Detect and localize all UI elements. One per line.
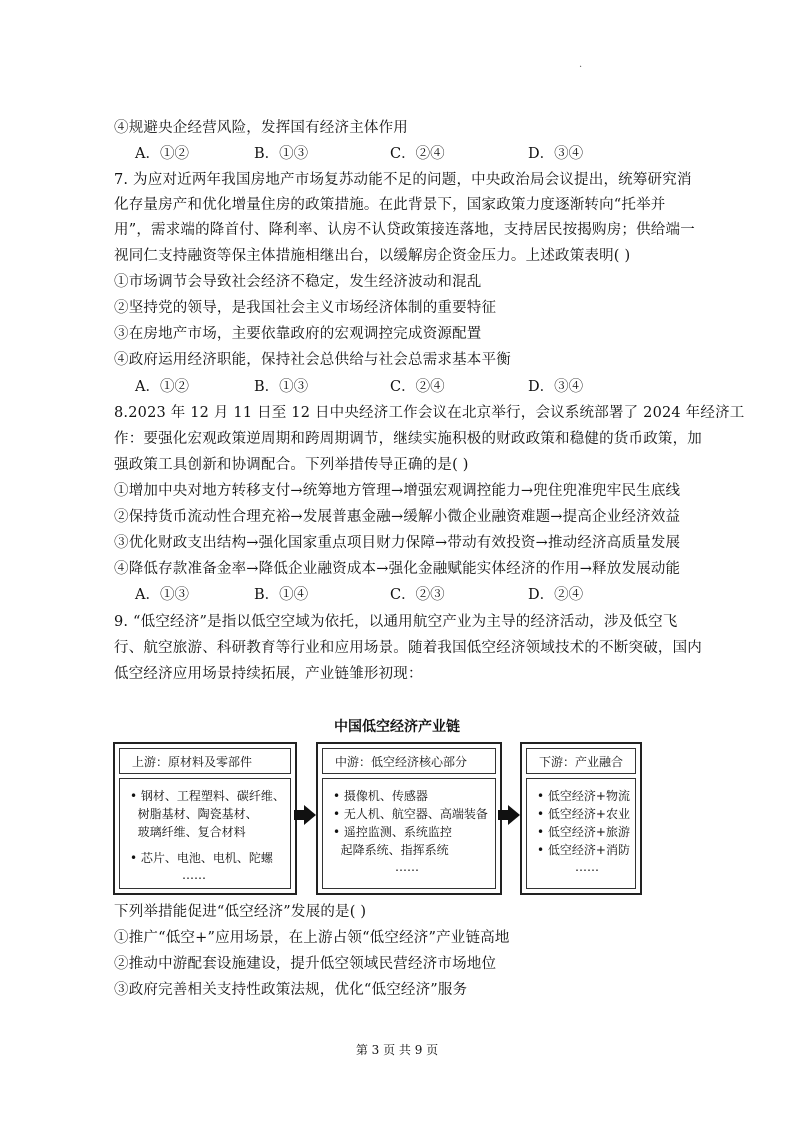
upstream-box <box>113 742 297 895</box>
midstream-head: 中游：低空经济核心部分 <box>322 748 496 774</box>
downstream-item: • 低空经济+消防 <box>537 843 630 857</box>
q9-option-1: ①推广“低空+”应用场景，在上游占领“低空经济”产业链高地 <box>114 930 510 946</box>
midstream-box <box>316 742 502 895</box>
q9-option-2: ②推动中游配套设施建设，提升低空领域民营经济市场地位 <box>114 956 497 972</box>
upstream-item: • 芯片、电池、电机、陀螺 <box>130 851 273 865</box>
q7-option-3: ③在房地产市场，主要依靠政府的宏观调控完成资源配置 <box>114 326 482 342</box>
midstream-item: 起降系统、指挥系统 <box>333 843 449 857</box>
q8-stem-line: 8.2023 年 12 月 11 日至 12 日中央经济工作会议在北京举行，会议系统部署了 2024 年经济工 <box>114 405 745 421</box>
q7-stem-line: 视同仁支持融资等保主体措施相继出台，以缓解房企资金压力。上述政策表明( ) <box>114 248 631 264</box>
q9-stem-line: 低空经济应用场景持续拓展，产业链雏形初现： <box>114 666 423 682</box>
q7-stem-line: 化存量房产和优化增量住房的政策措施。在此背景下，国家政策力度逐渐转向“托举并 <box>114 197 666 213</box>
q7-choice-a[interactable]: A．①② <box>135 379 189 395</box>
q7-option-2: ②坚持党的领导，是我国社会主义市场经济体制的重要特征 <box>114 300 497 316</box>
upstream-item: 玻璃纤维、复合材料 <box>130 825 246 839</box>
q6-option-4: ④规避央企经营风险，发挥国有经济主体作用 <box>114 120 408 136</box>
midstream-item: • 遥控监测、系统监控 <box>333 825 452 839</box>
midstream-item: • 摄像机、传感器 <box>333 789 428 803</box>
q6-choice-a[interactable]: A．①② <box>135 146 189 162</box>
page-footer: 第 3 页 共 9 页 <box>355 1043 439 1057</box>
downstream-more: …… <box>575 860 599 874</box>
downstream-box <box>520 742 642 895</box>
downstream-body <box>526 778 636 889</box>
q8-stem-line: 作：要强化宏观政策逆周期和跨周期调节，继续实施积极的财政政策和稳健的货币政策，加 <box>114 431 702 447</box>
downstream-head: 下游：产业融合 <box>526 748 636 774</box>
q7-choice-d[interactable]: D．③④ <box>528 379 584 395</box>
midstream-body <box>322 778 496 889</box>
upstream-spacer <box>130 841 284 849</box>
downstream-item: • 低空经济+物流 <box>537 789 630 803</box>
corner-mark: · <box>579 62 583 73</box>
q6-choice-c[interactable]: C．②④ <box>390 146 445 162</box>
upstream-head: 上游：原材料及零部件 <box>119 748 291 774</box>
q8-option-2: ②保持货币流动性合理充裕→发展普惠金融→缓解小微企业融资难题→提高企业经济效益 <box>114 509 681 525</box>
upstream-body <box>119 778 291 889</box>
q8-option-1: ①增加中央对地方转移支付→统筹地方管理→增强宏观调控能力→兜住兜准兜牢民生底线 <box>114 483 681 499</box>
q7-choice-b[interactable]: B．①③ <box>254 379 309 395</box>
downstream-item: • 低空经济+农业 <box>537 807 630 821</box>
downstream-item: • 低空经济+旅游 <box>537 825 630 839</box>
q6-choice-b[interactable]: B．①③ <box>254 146 309 162</box>
upstream-more: …… <box>182 868 206 882</box>
q8-choice-d[interactable]: D．②④ <box>528 587 584 603</box>
q6-choice-d[interactable]: D．③④ <box>528 146 584 162</box>
arrow-right-icon <box>294 805 316 825</box>
arrow-right-icon <box>498 805 520 825</box>
q8-choice-b[interactable]: B．①④ <box>254 587 309 603</box>
q9-option-3: ③政府完善相关支持性政策法规，优化“低空经济”服务 <box>114 982 468 998</box>
q9-stem-line: 行、航空旅游、科研教育等行业和应用场景。随着我国低空经济领域技术的不断突破，国内 <box>114 640 702 656</box>
midstream-item: • 无人机、航空器、高端装备 <box>333 807 488 821</box>
q7-option-4: ④政府运用经济职能，保持社会总供给与社会总需求基本平衡 <box>114 352 511 368</box>
q7-choice-c[interactable]: C．②④ <box>390 379 445 395</box>
upstream-item: 树脂基材、陶瓷基材、 <box>130 807 258 821</box>
q7-stem-line: 7. 为应对近两年我国房地产市场复苏动能不足的问题，中央政治局会议提出，统筹研究消 <box>114 172 692 188</box>
q8-choice-c[interactable]: C．②③ <box>390 587 445 603</box>
q9-question: 下列举措能促进“低空经济”发展的是( ) <box>114 904 367 920</box>
q7-stem-line: 用”，需求端的降首付、降利率、认房不认贷政策接连落地，支持居民按揭购房；供给端一 <box>114 222 695 238</box>
upstream-item: • 钢材、工程塑料、碳纤维、 <box>130 789 285 803</box>
q9-stem-line: 9. “低空经济”是指以低空空域为依托，以通用航空产业为主导的经济活动，涉及低空飞 <box>114 614 678 630</box>
q8-choice-a[interactable]: A．①③ <box>135 587 189 603</box>
q8-option-4: ④降低存款准备金率→降低企业融资成本→强化金融赋能实体经济的作用→释放发展动能 <box>114 561 681 577</box>
q8-stem-line: 强政策工具创新和协调配合。下列举措传导正确的是( ) <box>114 457 469 473</box>
q8-option-3: ③优化财政支出结构→强化国家重点项目财力保障→带动有效投资→推动经济高质量发展 <box>114 535 681 551</box>
q7-option-1: ①市场调节会导致社会经济不稳定，发生经济波动和混乱 <box>114 274 482 290</box>
diagram-title: 中国低空经济产业链 <box>334 719 460 735</box>
midstream-more: …… <box>395 860 419 874</box>
